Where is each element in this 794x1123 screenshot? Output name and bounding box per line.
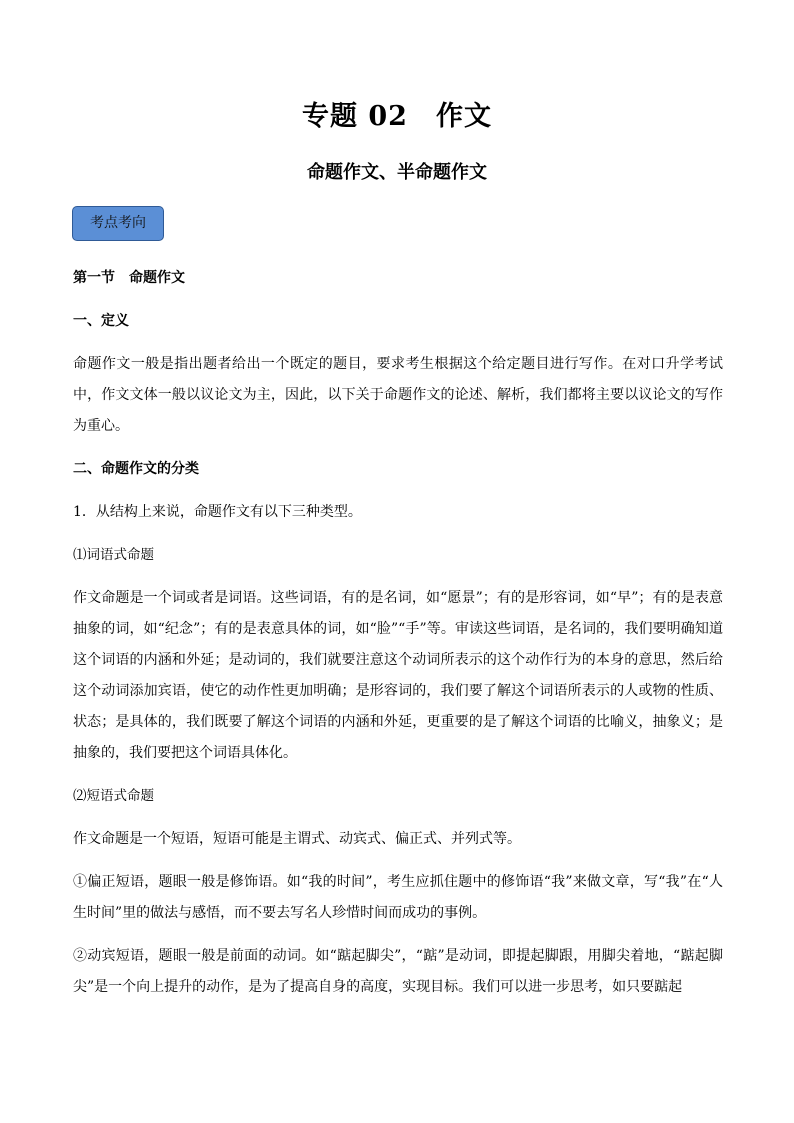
heading-classification: 二、命题作文的分类: [73, 461, 199, 477]
list-item: ②动宾短语，题眼一般是前面的动词。如“踮起脚尖”，“踮”是动词，即提起脚跟，用脚尖着地，“踮起脚尖”是一个向上提升的动作，是为了提高自身的高度，实现目标。我们可以进一步思考，如只要踮起: [73, 948, 723, 995]
topic-badge: 考点考向: [72, 206, 164, 241]
phrase-type-paragraph: 作文命题是一个短语，短语可能是主谓式、动宾式、偏正式、并列式等。: [73, 831, 521, 847]
heading-definition: 一、定义: [73, 313, 129, 329]
point-structure: 1．从结构上来说，命题作文有以下三种类型。: [73, 504, 362, 520]
list-item: ①偏正短语，题眼一般是修饰语。如“我的时间”，考生应抓住题中的修饰语“我”来做文章，写“我”在“人生时间”里的做法与感悟，而不要去写名人珍惜时间而成功的事例。: [73, 874, 723, 921]
document-body: [73, 263, 723, 1015]
word-type-paragraph: 作文命题是一个词或者是词语。这些词语，有的是名词，如“愿景”；有的是形容词，如“早”；有的是表意抽象的词，如“纪念”；有的是表意具体的词，如“脸”“手”等。审读这些词语，是名词的，我们要明确知道这个词语的内涵和外延；是动词的，我们就要注意这个动词所表示的这个动作行为的本身的意思，然后给这个动词添加宾语，使它的动作性更加明确；是形容词的，我们要了解这个词语所表示的人或物的性质、状态；是具体的，我们既要了解这个词语的内涵和外延，更重要的是了解这个词语的比喻义，抽象义；是抽象的，我们要把这个词语具体化。: [73, 590, 723, 761]
page-title: 专题 02 作文: [302, 101, 492, 132]
definition-paragraph: 命题作文一般是指出题者给出一个既定的题目，要求考生根据这个给定题目进行写作。在对口升学考试中，作文文体一般以议论文为主，因此，以下关于命题作文的论述、解析，我们都将主要以议论文的写作为重心。: [73, 356, 723, 434]
section-heading: 第一节 命题作文: [73, 270, 185, 286]
subheading-phrase-type: ⑵短语式命题: [73, 788, 154, 804]
subheading-word-type: ⑴词语式命题: [73, 547, 154, 563]
page-subtitle: 命题作文、半命题作文: [307, 162, 487, 183]
